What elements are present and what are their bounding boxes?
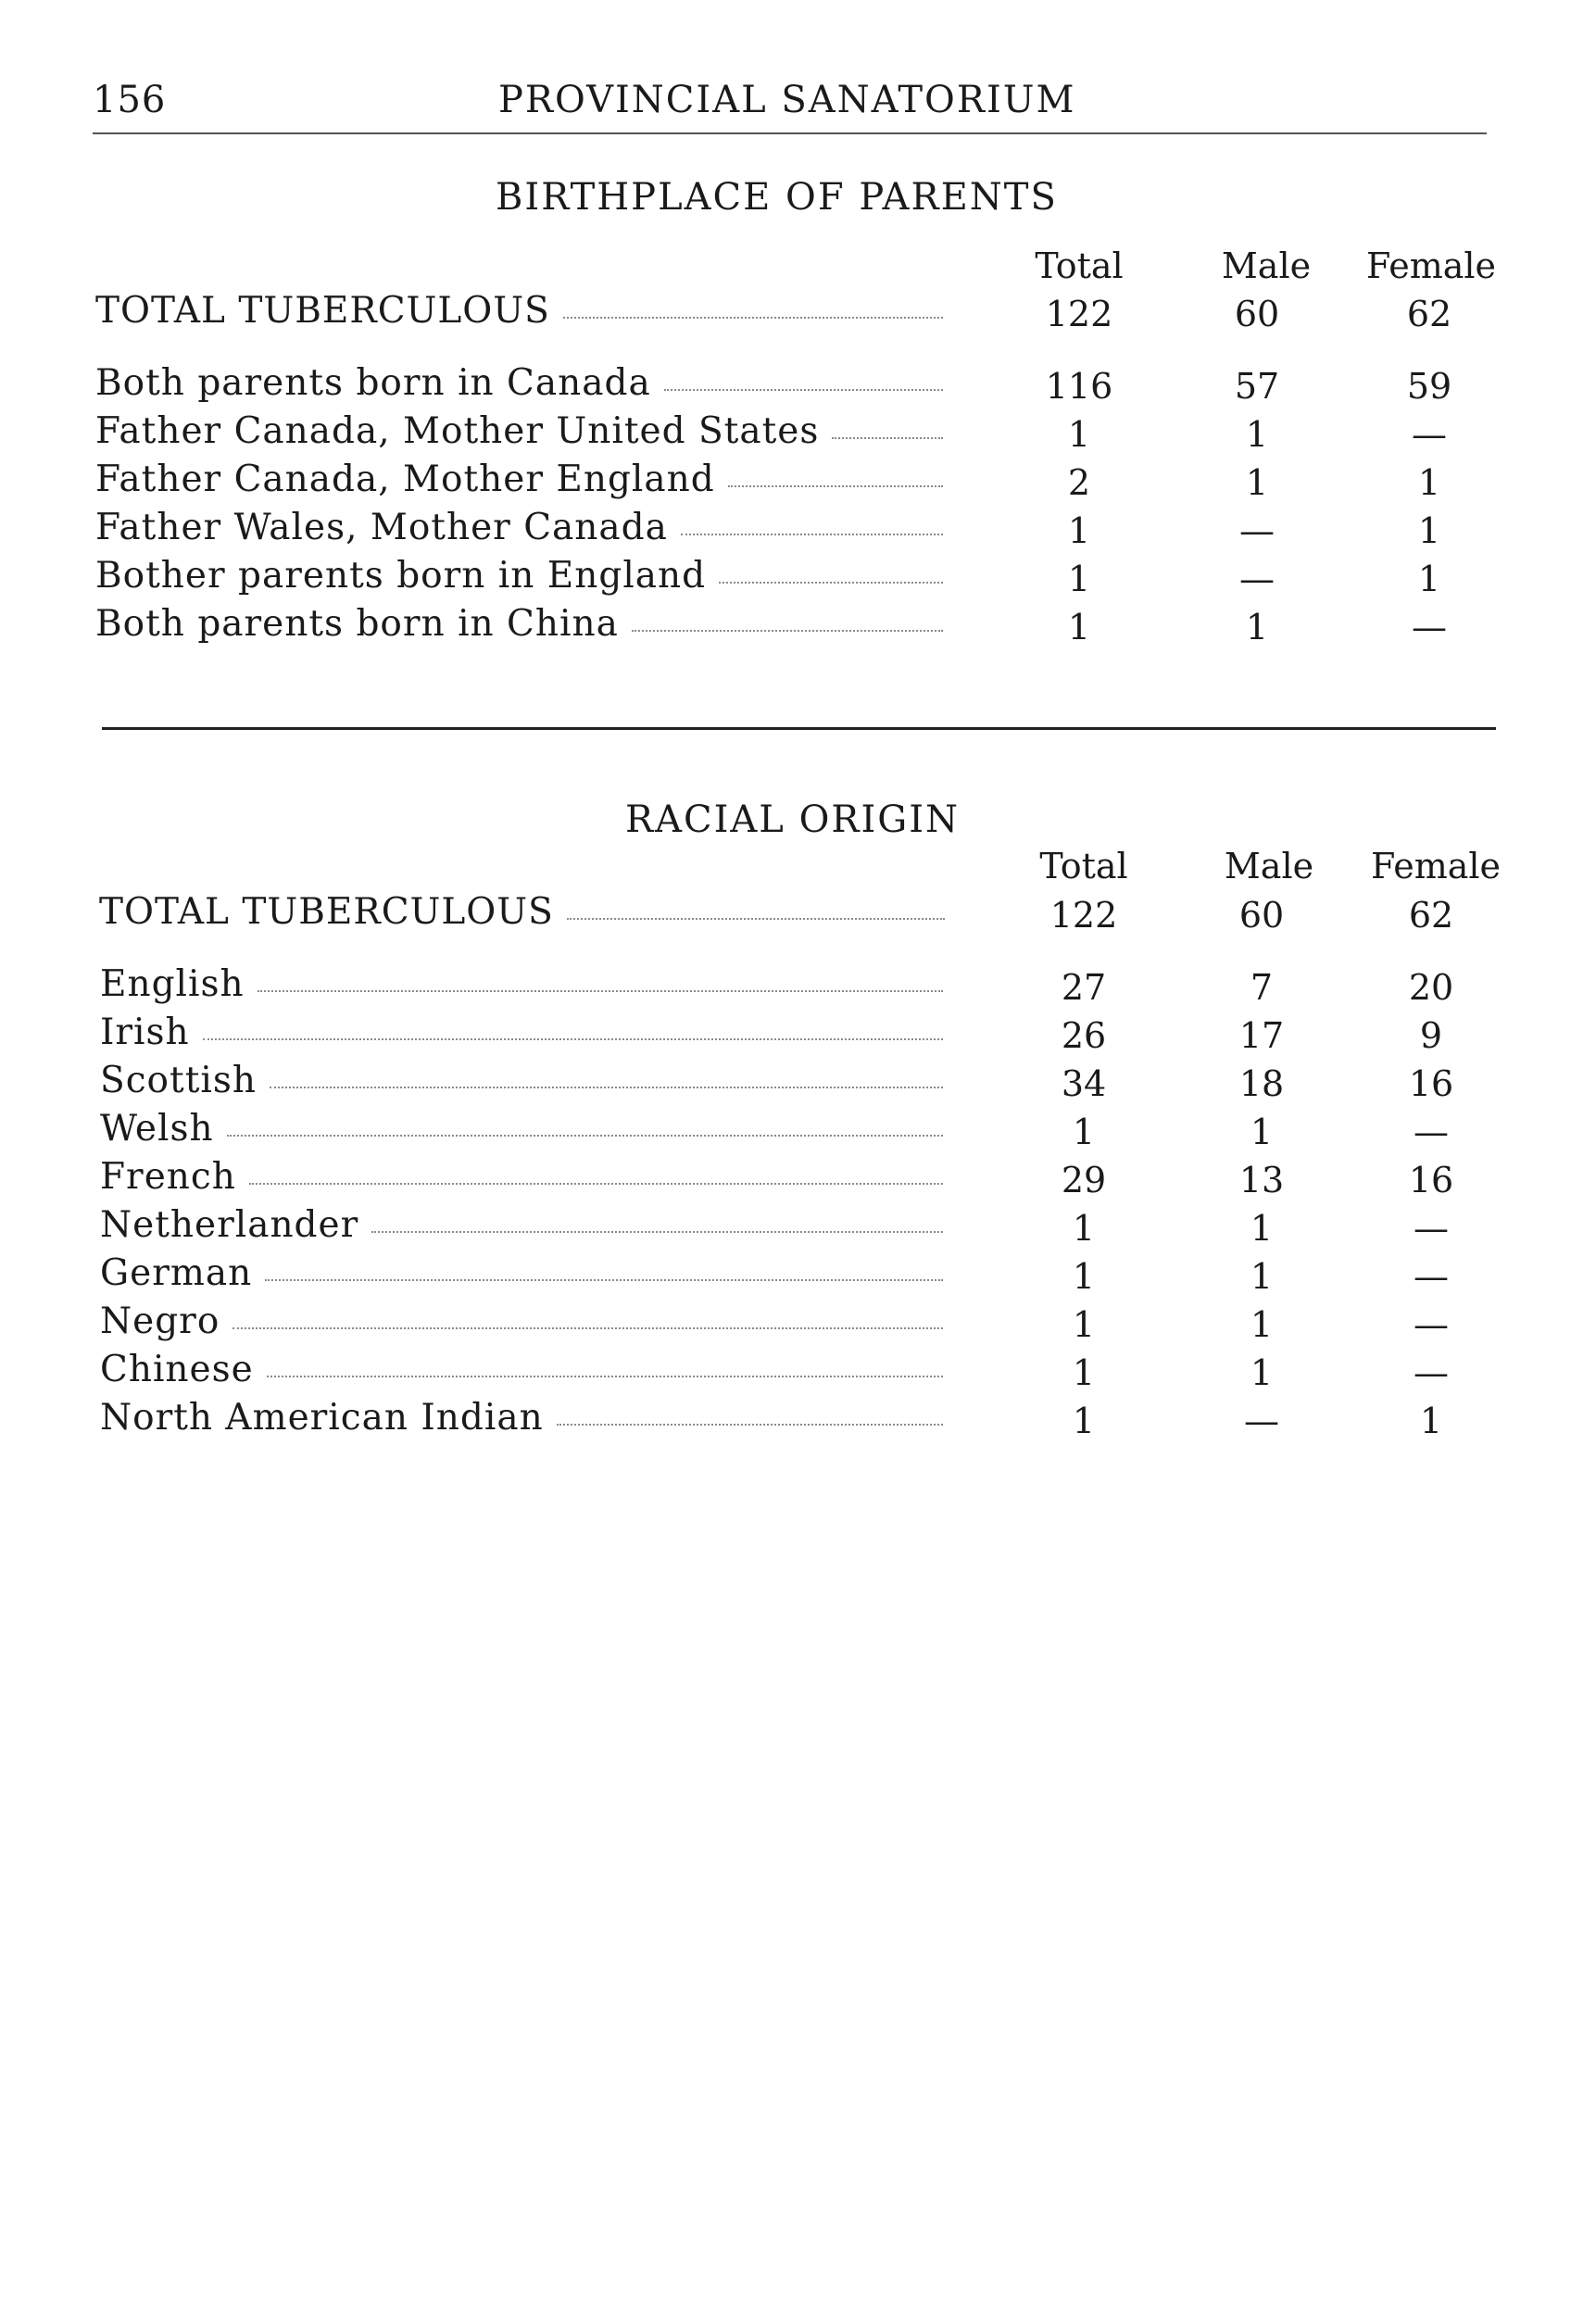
cell-male: 1 bbox=[1250, 1304, 1274, 1345]
dot-leader bbox=[371, 1205, 943, 1233]
cell-male: 1 bbox=[1250, 1256, 1274, 1297]
cell-total: 1 bbox=[1072, 1352, 1096, 1393]
table-row bbox=[0, 1397, 1596, 1445]
row-label-cell bbox=[100, 1301, 943, 1349]
row-label-cell bbox=[100, 1108, 943, 1156]
dot-leader bbox=[567, 892, 945, 920]
table-row bbox=[0, 963, 1596, 1012]
table-total-row bbox=[0, 891, 1596, 939]
cell-male: 1 bbox=[1250, 1352, 1274, 1393]
column-header-total: Total bbox=[1039, 846, 1128, 886]
cell-male: 7 bbox=[1250, 967, 1274, 1008]
column-header-male: Male bbox=[1224, 846, 1314, 886]
table-row bbox=[0, 362, 1596, 410]
section-title: RACIAL ORIGIN bbox=[625, 798, 961, 841]
dot-leader bbox=[632, 604, 943, 632]
row-label: North American Indian bbox=[100, 1397, 544, 1439]
row-label: Father Canada, Mother United States bbox=[95, 410, 820, 452]
cell-female: — bbox=[1412, 414, 1447, 455]
table-total-row bbox=[0, 290, 1596, 338]
cell-total: 1 bbox=[1067, 607, 1091, 647]
cell-male: 60 bbox=[1234, 294, 1280, 334]
row-label: Scottish bbox=[100, 1060, 257, 1101]
table-row bbox=[0, 1204, 1596, 1252]
cell-male: 1 bbox=[1250, 1208, 1274, 1249]
cell-total: 1 bbox=[1067, 414, 1091, 455]
row-label: English bbox=[100, 963, 245, 1005]
row-label-cell bbox=[95, 362, 943, 410]
cell-male: 13 bbox=[1238, 1160, 1285, 1200]
cell-total: 1 bbox=[1072, 1208, 1096, 1249]
cell-female: 59 bbox=[1406, 366, 1452, 407]
cell-total: 1 bbox=[1067, 559, 1091, 599]
cell-total: 26 bbox=[1061, 1015, 1107, 1056]
row-label-cell bbox=[95, 290, 943, 338]
row-label: Irish bbox=[100, 1012, 190, 1053]
section-title: BIRTHPLACE OF PARENTS bbox=[496, 176, 1058, 219]
cell-total: 122 bbox=[1045, 294, 1113, 334]
row-label: German bbox=[100, 1252, 253, 1294]
cell-total: 1 bbox=[1072, 1256, 1096, 1297]
cell-female: — bbox=[1414, 1352, 1449, 1393]
table-row bbox=[0, 459, 1596, 507]
dot-leader bbox=[664, 363, 943, 391]
cell-total: 29 bbox=[1061, 1160, 1107, 1200]
row-label: French bbox=[100, 1156, 236, 1198]
row-label: Father Canada, Mother England bbox=[95, 459, 715, 500]
cell-female: — bbox=[1412, 607, 1447, 647]
cell-female: 20 bbox=[1408, 967, 1454, 1008]
cell-total: 1 bbox=[1067, 510, 1091, 551]
row-label: Chinese bbox=[100, 1349, 254, 1390]
cell-male: 1 bbox=[1245, 607, 1269, 647]
table-row bbox=[0, 507, 1596, 555]
dot-leader bbox=[258, 964, 943, 992]
cell-male: — bbox=[1239, 559, 1275, 599]
table-row bbox=[0, 1301, 1596, 1349]
row-label: Negro bbox=[100, 1301, 220, 1342]
dot-leader bbox=[681, 508, 943, 535]
column-header-total: Total bbox=[1035, 245, 1124, 286]
row-label-cell bbox=[95, 507, 943, 555]
table-row bbox=[0, 1252, 1596, 1301]
dot-leader bbox=[232, 1301, 943, 1329]
row-label: Welsh bbox=[100, 1108, 214, 1150]
cell-female: 1 bbox=[1417, 510, 1441, 551]
cell-female: — bbox=[1414, 1256, 1449, 1297]
row-label-cell bbox=[100, 1397, 943, 1445]
table-row bbox=[0, 1012, 1596, 1060]
cell-female: 62 bbox=[1406, 294, 1452, 334]
running-header bbox=[93, 79, 1482, 134]
cell-male: 60 bbox=[1238, 895, 1285, 936]
cell-male: 1 bbox=[1250, 1112, 1274, 1152]
cell-male: 57 bbox=[1234, 366, 1280, 407]
section-divider bbox=[102, 727, 1496, 730]
row-label: TOTAL TUBERCULOUS bbox=[99, 891, 554, 933]
cell-total: 1 bbox=[1072, 1112, 1096, 1152]
row-label-cell bbox=[100, 1349, 943, 1397]
cell-female: 9 bbox=[1419, 1015, 1443, 1056]
row-label-cell bbox=[95, 603, 943, 651]
cell-male: 18 bbox=[1238, 1063, 1285, 1104]
cell-female: — bbox=[1414, 1304, 1449, 1345]
column-header-female: Female bbox=[1365, 245, 1497, 286]
column-header-male: Male bbox=[1221, 245, 1312, 286]
cell-female: 1 bbox=[1417, 462, 1441, 503]
row-label: Netherlander bbox=[100, 1204, 359, 1246]
cell-male: — bbox=[1244, 1401, 1279, 1441]
cell-total: 1 bbox=[1072, 1304, 1096, 1345]
cell-female: — bbox=[1414, 1112, 1449, 1152]
dot-leader bbox=[203, 1012, 943, 1040]
running-title: PROVINCIAL SANATORIUM bbox=[498, 79, 1076, 121]
row-label-cell bbox=[100, 1012, 943, 1060]
dot-leader bbox=[267, 1350, 943, 1377]
cell-male: 17 bbox=[1238, 1015, 1285, 1056]
table-row bbox=[0, 1349, 1596, 1397]
table-row bbox=[0, 1060, 1596, 1108]
cell-female: — bbox=[1414, 1208, 1449, 1249]
dot-leader bbox=[227, 1109, 943, 1137]
dot-leader bbox=[265, 1253, 943, 1281]
row-label: Father Wales, Mother Canada bbox=[95, 507, 668, 548]
row-label-cell bbox=[100, 1156, 943, 1204]
dot-leader bbox=[728, 459, 943, 487]
row-label: Both parents born in China bbox=[95, 603, 619, 645]
header-rule bbox=[93, 132, 1487, 134]
dot-leader bbox=[832, 411, 943, 439]
cell-total: 1 bbox=[1072, 1401, 1096, 1441]
column-header-female: Female bbox=[1370, 846, 1502, 886]
cell-total: 34 bbox=[1061, 1063, 1107, 1104]
cell-total: 122 bbox=[1049, 895, 1118, 936]
cell-female: 1 bbox=[1419, 1401, 1443, 1441]
page-number: 156 bbox=[93, 79, 167, 121]
table-row bbox=[0, 555, 1596, 603]
cell-total: 116 bbox=[1045, 366, 1113, 407]
cell-male: 1 bbox=[1245, 462, 1269, 503]
cell-female: 1 bbox=[1417, 559, 1441, 599]
cell-total: 27 bbox=[1061, 967, 1107, 1008]
dot-leader bbox=[270, 1061, 943, 1088]
cell-total: 2 bbox=[1067, 462, 1091, 503]
row-label-cell bbox=[100, 1252, 943, 1301]
cell-female: 16 bbox=[1408, 1160, 1454, 1200]
row-label-cell bbox=[95, 555, 943, 603]
dot-leader bbox=[563, 291, 943, 319]
table-row bbox=[0, 410, 1596, 459]
row-label-cell bbox=[95, 410, 943, 459]
row-label: Bother parents born in England bbox=[95, 555, 707, 597]
cell-female: 62 bbox=[1408, 895, 1454, 936]
table-row bbox=[0, 1156, 1596, 1204]
cell-male: — bbox=[1239, 510, 1275, 551]
dot-leader bbox=[249, 1157, 943, 1185]
table-row bbox=[0, 603, 1596, 651]
row-label-cell bbox=[95, 459, 943, 507]
row-label: Both parents born in Canada bbox=[95, 362, 651, 404]
row-label-cell bbox=[100, 1060, 943, 1108]
dot-leader bbox=[557, 1398, 943, 1426]
cell-male: 1 bbox=[1245, 414, 1269, 455]
row-label: TOTAL TUBERCULOUS bbox=[95, 290, 550, 332]
table-row bbox=[0, 1108, 1596, 1156]
row-label-cell bbox=[100, 963, 943, 1012]
row-label-cell bbox=[100, 1204, 943, 1252]
cell-female: 16 bbox=[1408, 1063, 1454, 1104]
dot-leader bbox=[719, 556, 943, 584]
row-label-cell bbox=[99, 891, 945, 939]
